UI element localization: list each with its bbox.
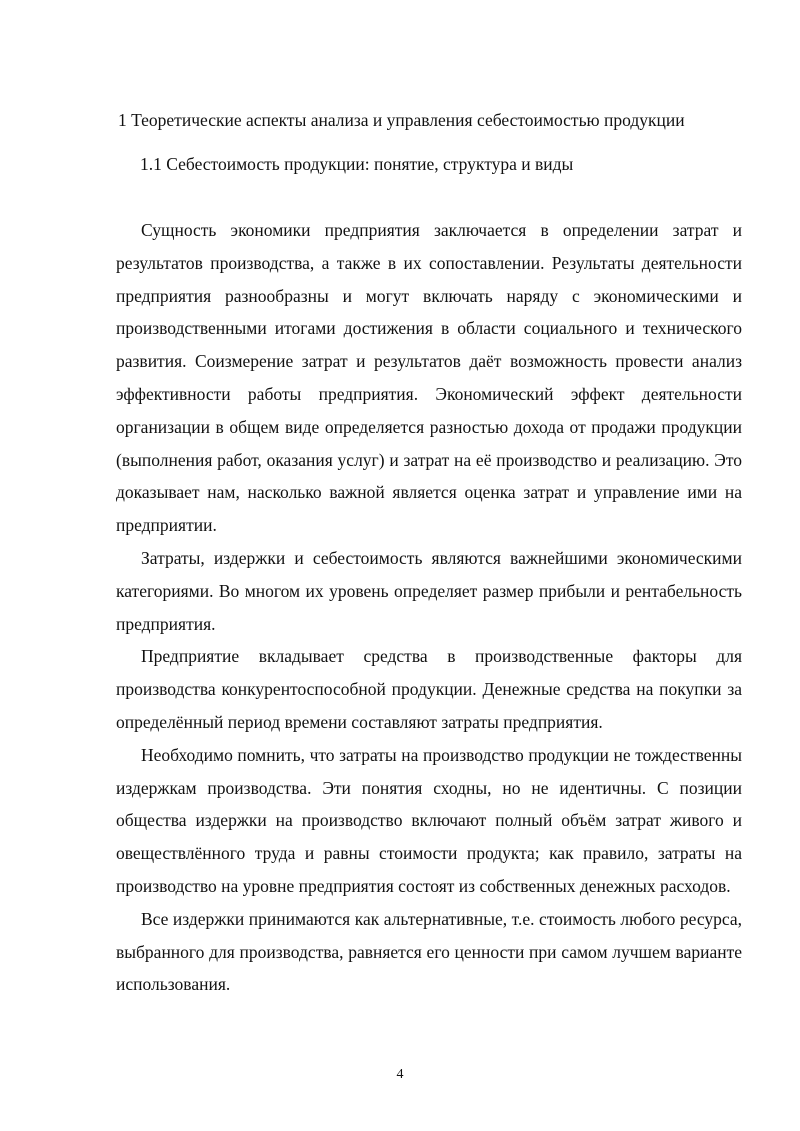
section-heading: 1.1 Себестоимость продукции: понятие, структура и виды [140, 154, 574, 174]
paragraph-4: Необходимо помнить, что затраты на производство продукции не тождественны издержкам производства. Эти понятия сходны, но не идентичны. С позиции общества издержки на производство включают полный объём затрат живого и овеществлённого труда и равны стоимости продукта; как правило, затраты на производство на уровне предприятия состоят из собственных денежных расходов. [116, 744, 742, 896]
paragraph-5: Все издержки принимаются как альтернативные, т.е. стоимость любого ресурса, выбранного для производства, равняется его ценности при самом лучшем варианте использования. [116, 908, 742, 995]
paragraph-1: Сущность экономики предприятия заключается в определении затрат и результатов производства, а также в их сопоставлении. Результаты деятельности предприятия разнообразны и могут включать наряду с экономическими и производственными итогами достижения в области социального и технического развития. Соизмерение затрат и результатов даёт возможность провести анализ эффективности работы предприятия. Экономический эффект деятельности организации в общем виде определяется разностью дохода от продажи продукции (выполнения работ, оказания услуг) и затрат на её производство и реализацию. Это доказывает нам, насколько важной является оценка затрат и управление ими на предприятии. [116, 220, 742, 536]
chapter-heading: 1 Теоретические аспекты анализа и управления себестоимостью продукции [118, 110, 685, 130]
paragraph-2: Затраты, издержки и себестоимость являются важнейшими экономическими категориями. Во многом их уровень определяет размер прибыли и рентабельность предприятия. [116, 547, 742, 634]
paragraph-3: Предприятие вкладывает средства в производственные факторы для производства конкурентоспособной продукции. Денежные средства на покупки за определённый период времени составляют затраты предприятия. [116, 646, 742, 732]
page-number: 4 [396, 1067, 404, 1082]
body-text [116, 214, 742, 1001]
